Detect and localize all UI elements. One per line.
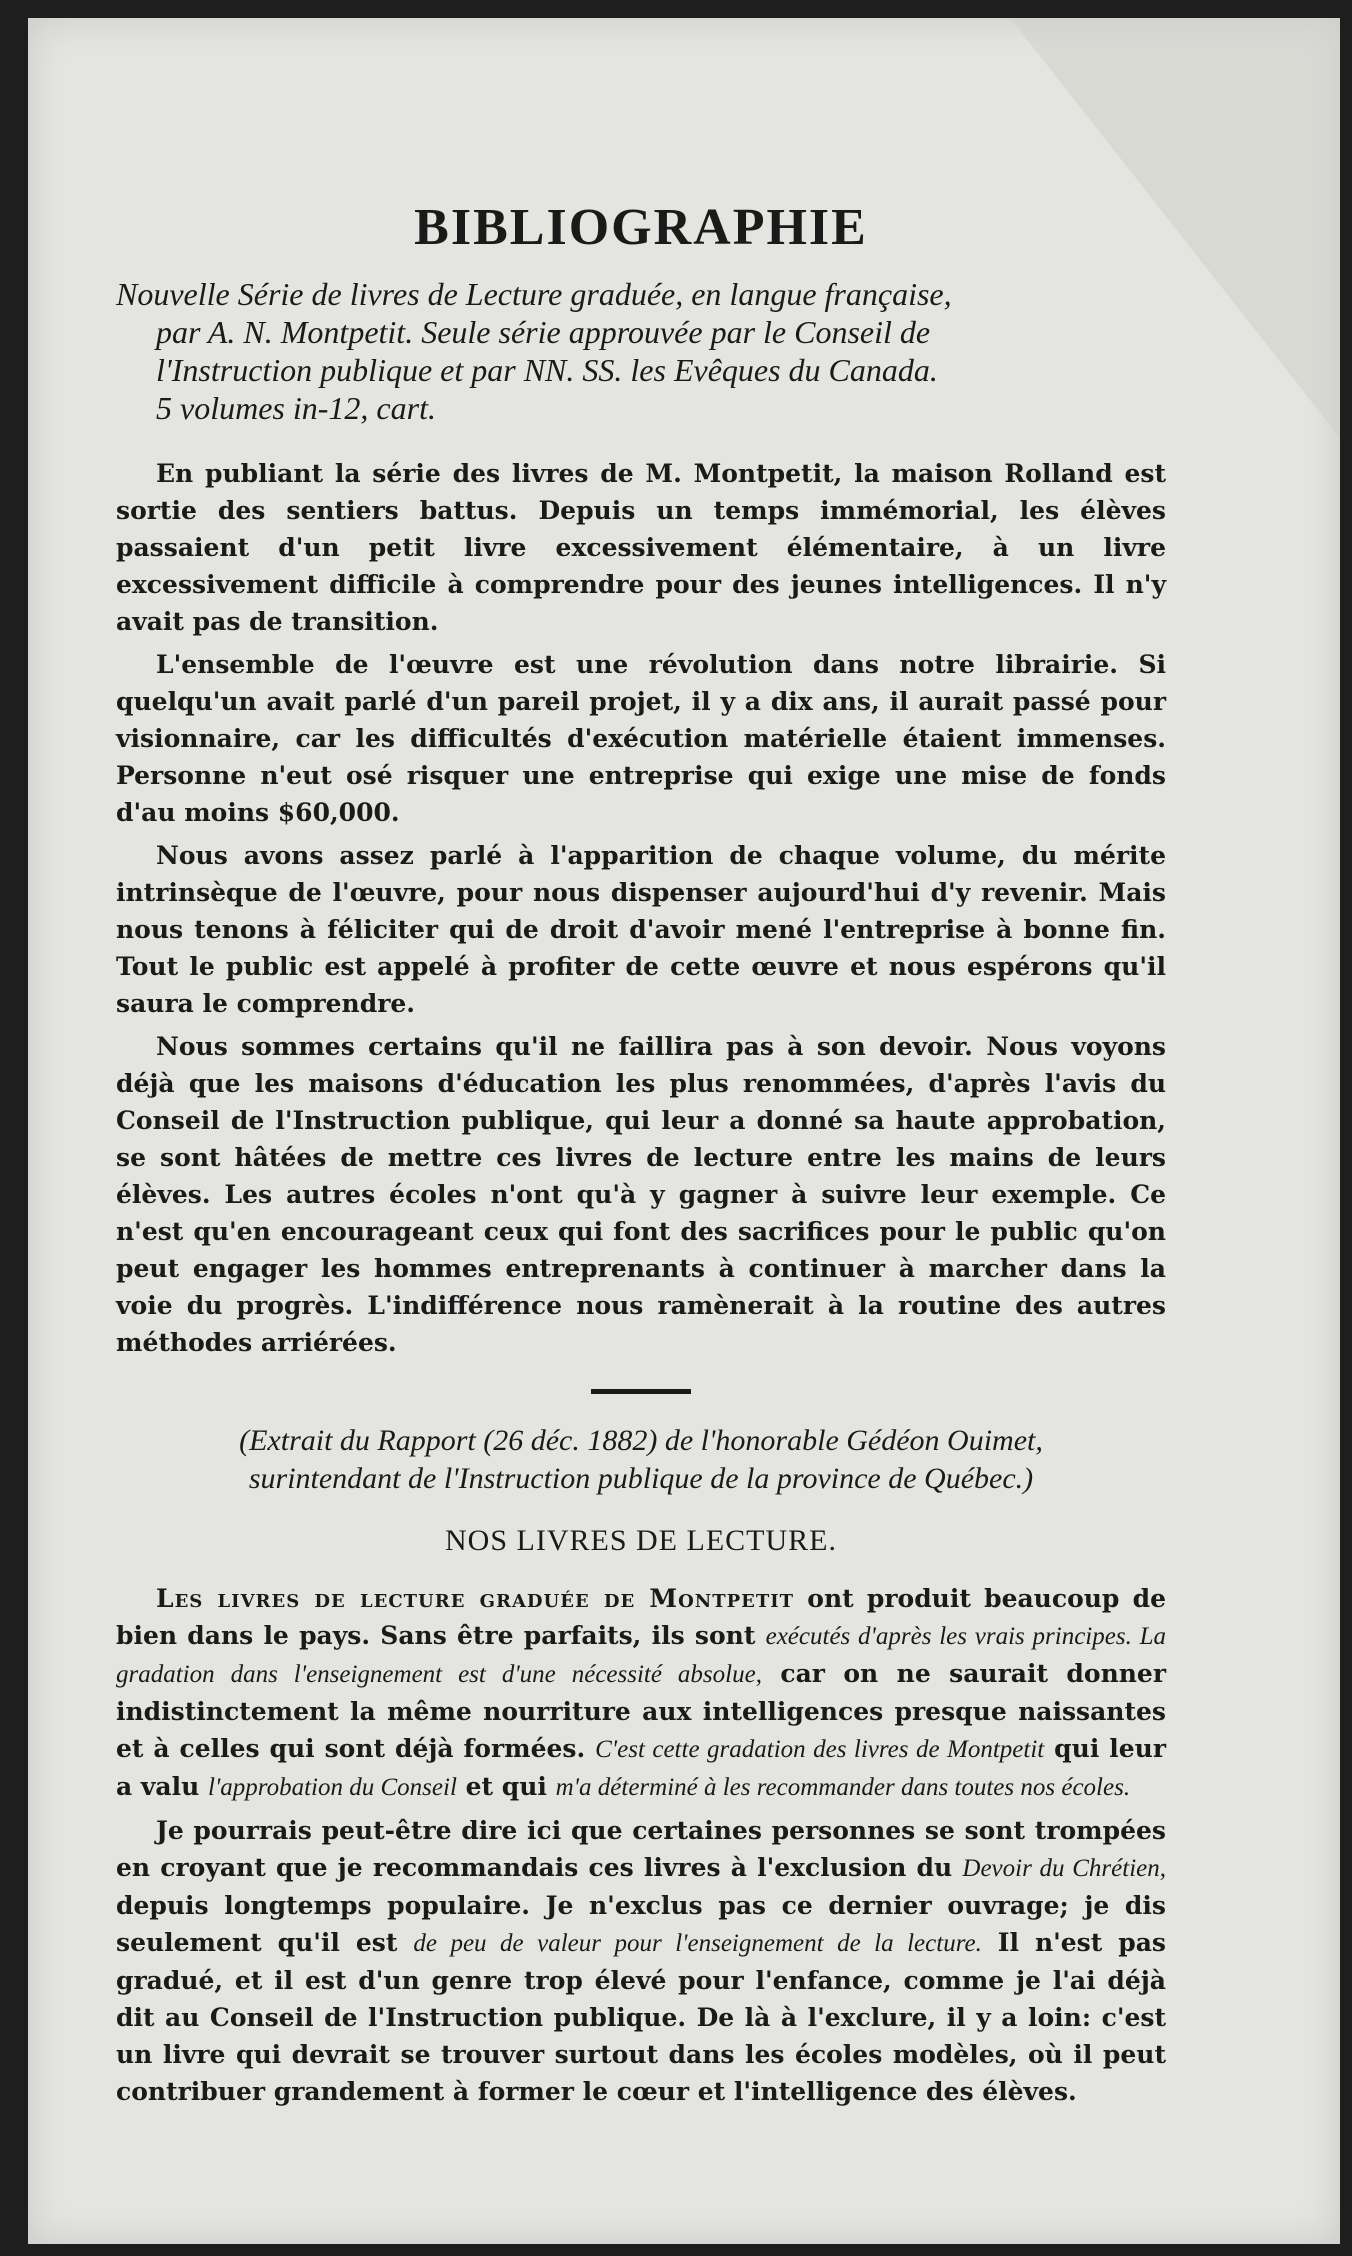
paragraph xyxy=(116,1580,1166,1806)
intro-line: Nouvelle Série de livres de Lecture graduée, en langue française, xyxy=(116,276,952,312)
intro-line: par A. N. Montpetit. Seule série approuvée par le Conseil de xyxy=(156,314,931,350)
section-title: NOS LIVRES DE LECTURE. xyxy=(445,1524,837,1557)
italic-run: de peu de valeur pour l'enseignement de la lecture. xyxy=(413,1930,982,1957)
citation-line: (Extrait du Rapport (26 déc. 1882) de l'honorable Gédéon Ouimet, xyxy=(239,1424,1043,1457)
text-run: qui leur a valu xyxy=(116,1734,1166,1801)
review-text xyxy=(116,455,1166,1361)
text-run: depuis longtemps populaire. Je n'exclus pas ce dernier ouvrage; je dis seulement qu'il est xyxy=(116,1891,1166,1957)
text-run: et qui xyxy=(456,1772,556,1801)
text-run: car on ne saurait donner indistinctement la même nourriture aux intelligences presque naissantes et à celles qui sont déjà formées. xyxy=(116,1659,1167,1763)
italic-run: C'est cette gradation des livres de Montpetit xyxy=(595,1736,1045,1763)
italic-run: Devoir du Chrétien, xyxy=(962,1855,1166,1882)
page xyxy=(28,18,1340,2244)
intro-block xyxy=(116,275,1166,427)
paragraph: En publiant la série des livres de M. Montpetit, la maison Rolland est sortie des sentiers battus. Depuis un temps immémorial, les élèves passaient d'un petit livre excessivement élémentaire, à un livre excessivement difficile à comprendre pour des jeunes intelligences. Il n'y avait pas de transition. xyxy=(116,459,1166,636)
citation-line: surintendant de l'Instruction publique de la province de Québec.) xyxy=(248,1462,1034,1495)
paragraph: Nous avons assez parlé à l'apparition de chaque volume, du mérite intrinsèque de l'œuvre, pour nous dispenser aujourd'hui d'y revenir. Mais nous tenons à féliciter qui de droit d'avoir mené l'entreprise à bonne fin. Tout le public est appelé à profiter de cette œuvre et nous espérons qu'il saura le comprendre. xyxy=(116,841,1166,1018)
text-run: Il n'est pas gradué, et il est d'un genre trop élevé pour l'enfance, comme je l'ai déjà dit au Conseil de l'Instruction publique. De là à l'exclure, il y a loin: c'est un livre qui devrait se trouver surtout dans les écoles modèles, où il peut contribuer grandement à former le cœur et l'intelligence des élèves. xyxy=(116,1928,1167,2106)
italic-run: l'approbation du Conseil xyxy=(208,1774,457,1801)
document-body xyxy=(116,168,1166,2116)
extract-citation xyxy=(116,1422,1166,1498)
intro-line: l'Instruction publique et par NN. SS. les Evêques du Canada. xyxy=(156,352,938,388)
paragraph: L'ensemble de l'œuvre est une révolution dans notre librairie. Si quelqu'un avait parlé d'un pareil projet, il y a dix ans, il aurait passé pour visionnaire, car les difficultés d'exécution matérielle étaient immenses. Personne n'eut osé risquer une entreprise qui exige une mise de fonds d'au moins $60,000. xyxy=(116,650,1166,827)
section-text xyxy=(116,1580,1166,2110)
divider xyxy=(591,1389,691,1394)
intro-line: 5 volumes in-12, cart. xyxy=(156,390,436,426)
lead-text: Les livres de lecture graduée de Montpetit xyxy=(156,1584,795,1613)
italic-run: m'a déterminé à les recommander dans toutes nos écoles. xyxy=(555,1774,1131,1801)
page-title: BIBLIOGRAPHIE xyxy=(414,199,868,256)
paragraph xyxy=(116,1812,1166,2110)
paragraph: Nous sommes certains qu'il ne faillira pas à son devoir. Nous voyons déjà que les maisons d'éducation les plus renommées, d'après l'avis du Conseil de l'Instruction publique, qui leur a donné sa haute approbation, se sont hâtées de mettre ces livres de lecture entre les mains de leurs élèves. Les autres écoles n'ont qu'à y gagner à suivre leur exemple. Ce n'est qu'en encourageant ceux qui font des sacrifices pour le public qu'on peut engager les hommes entreprenants à continuer à marcher dans la voie du progrès. L'indifférence nous ramènerait à la routine des autres méthodes arriérées. xyxy=(116,1032,1166,1357)
italic-run: exécutés d'après les vrais principes. La gradation dans l'enseignement est d'une nécessité absolue, xyxy=(116,1623,1166,1688)
text-run: Je pourrais peut-être dire ici que certaines personnes se sont trompées en croyant que je recommandais ces livres à l'exclusion du xyxy=(116,1816,1166,1882)
text-run: ont produit beaucoup de bien dans le pays. Sans être parfaits, ils sont xyxy=(116,1584,1166,1650)
